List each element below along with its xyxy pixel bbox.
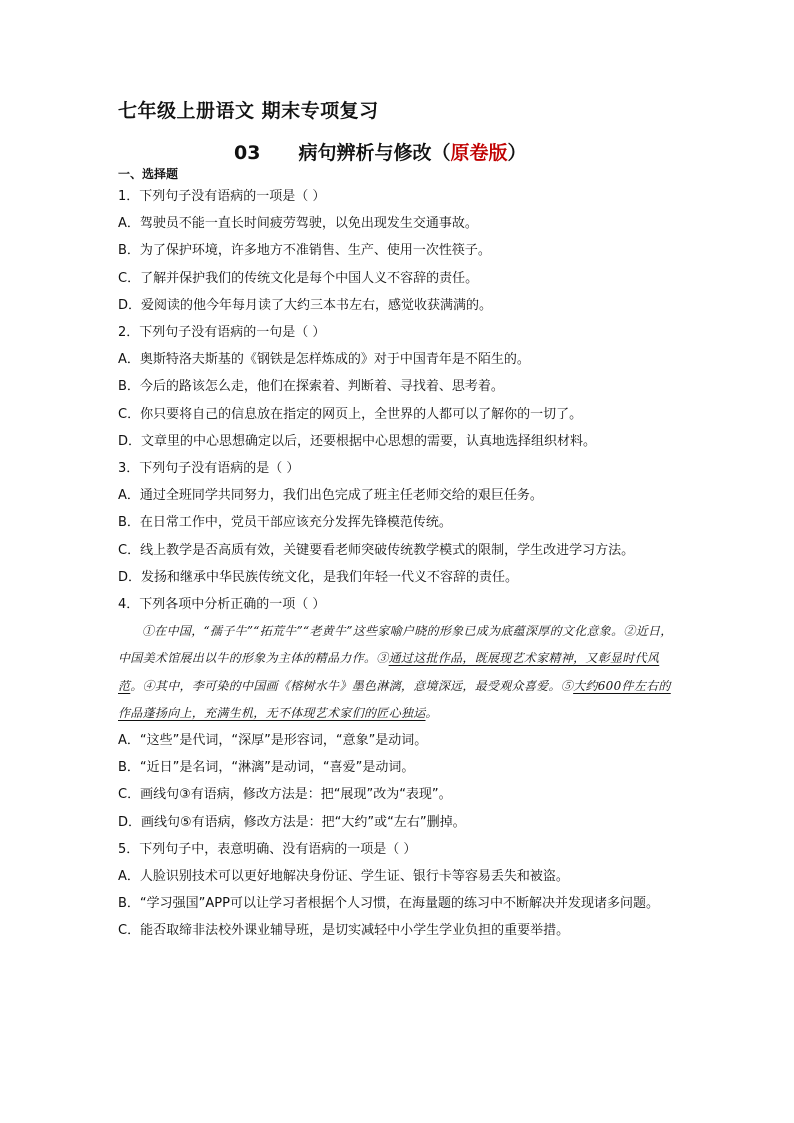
question-4-stem: 4．下列各项中分析正确的一项（ ） <box>118 597 326 613</box>
question-4-option-b: B．“近日”是名词，“淋漓”是动词，“喜爱”是动词。 <box>118 760 415 776</box>
document-title: 七年级上册语文 期末专项复习 <box>118 100 379 122</box>
question-2-option-c: C．你只要将自己的信息放在指定的网页上，全世界的人都可以了解你的一切了。 <box>118 406 583 422</box>
question-5-option-b: B．“学习强国”APP可以让学习者根据个人习惯，在海量题的练习中不断解决并发现诸多问题。 <box>118 896 659 912</box>
question-5-option-a: A．人脸识别技术可以更好地解决身份证、学生证、银行卡等容易丢失和被盗。 <box>118 869 569 885</box>
question-body <box>118 165 678 945</box>
subtitle-close: ） <box>507 142 527 164</box>
question-2-option-d: D．文章里的中心思想确定以后，还要根据中心思想的需要，认真地选择组织材料。 <box>118 433 597 449</box>
question-1-option-d: D．爱阅读的他今年每月读了大约三本书左右，感觉收获满满的。 <box>118 297 493 313</box>
question-1-option-b: B．为了保护环境，许多地方不准销售、生产、使用一次性筷子。 <box>118 243 491 259</box>
passage-text: 。 <box>425 705 438 720</box>
question-1-option-c: C．了解并保护我们的传统文化是每个中国人义不容辞的责任。 <box>118 270 479 286</box>
question-3-option-a: A．通过全班同学共同努力，我们出色完成了班主任老师交给的艰巨任务。 <box>118 488 543 504</box>
question-4-option-a: A．“这些”是代词，“深厚”是形容词，“意象”是动词。 <box>118 733 428 749</box>
underlined-sentence-3: 通过这批作品，既展现艺术家精神，又彰显时代风范 <box>118 651 660 693</box>
underlined-sentence-5: 大约600件左右的作品蓬扬向上，充满生机，无不体现艺术家们的匠心独运 <box>118 678 671 720</box>
question-3-stem: 3．下列句子没有语病的是（ ） <box>118 461 300 477</box>
question-2-option-b: B．今后的路该怎么走，他们在探索着、判断着、寻找着、思考着。 <box>118 379 504 395</box>
passage-text: ①在中国，“孺子牛”“拓荒牛”“老黄牛”这些家喻户晓的形象已成为底蕴深厚的文化意象。②近日，中国美术馆展出以牛的形象为主体的精品力作。③ <box>118 624 673 666</box>
question-3-option-d: D．发扬和继承中华民族传统文化，是我们年轻一代义不容辞的责任。 <box>118 569 519 585</box>
passage-text: 。④其中，李可染的中国画《榕树水牛》墨色淋漓，意境深远，最受观众喜爱。⑤ <box>130 678 574 693</box>
document-subtitle <box>234 138 527 165</box>
question-5-option-c: C．能否取缔非法校外课业辅导班，是切实减轻中小学生学业负担的重要举措。 <box>118 923 570 939</box>
question-4-option-d: D．画线句⑤有语病，修改方法是：把“大约”或“左右”删掉。 <box>118 814 466 830</box>
chapter-number: 03 <box>234 142 261 164</box>
question-2-stem: 2．下列句子没有语病的一句是（ ） <box>118 325 326 341</box>
question-5-stem: 5．下列句子中，表意明确、没有语病的一项是（ ） <box>118 841 417 857</box>
edition-label: 原卷版 <box>450 142 508 164</box>
question-3-option-c: C．线上教学是否高质有效，关键要看老师突破传统教学模式的限制，学生改进学习方法。 <box>118 542 635 558</box>
question-4-passage <box>118 618 678 727</box>
section-heading: 一、选择题 <box>118 167 179 181</box>
question-2-option-a: A．奥斯特洛夫斯基的《钢铁是怎样炼成的》对于中国青年是不陌生的。 <box>118 352 530 368</box>
subtitle-text: 病句辨析与修改（ <box>298 142 451 164</box>
question-1-stem: 1．下列句子没有语病的一项是（ ） <box>118 189 326 204</box>
question-3-option-b: B．在日常工作中，党员干部应该充分发挥先锋模范传统。 <box>118 515 452 531</box>
question-1-option-a: A．驾驶员不能一直长时间疲劳驾驶，以免出现发生交通事故。 <box>118 216 478 232</box>
question-4-option-c: C．画线句③有语病，修改方法是：把“展现”改为“表现”。 <box>118 787 452 803</box>
